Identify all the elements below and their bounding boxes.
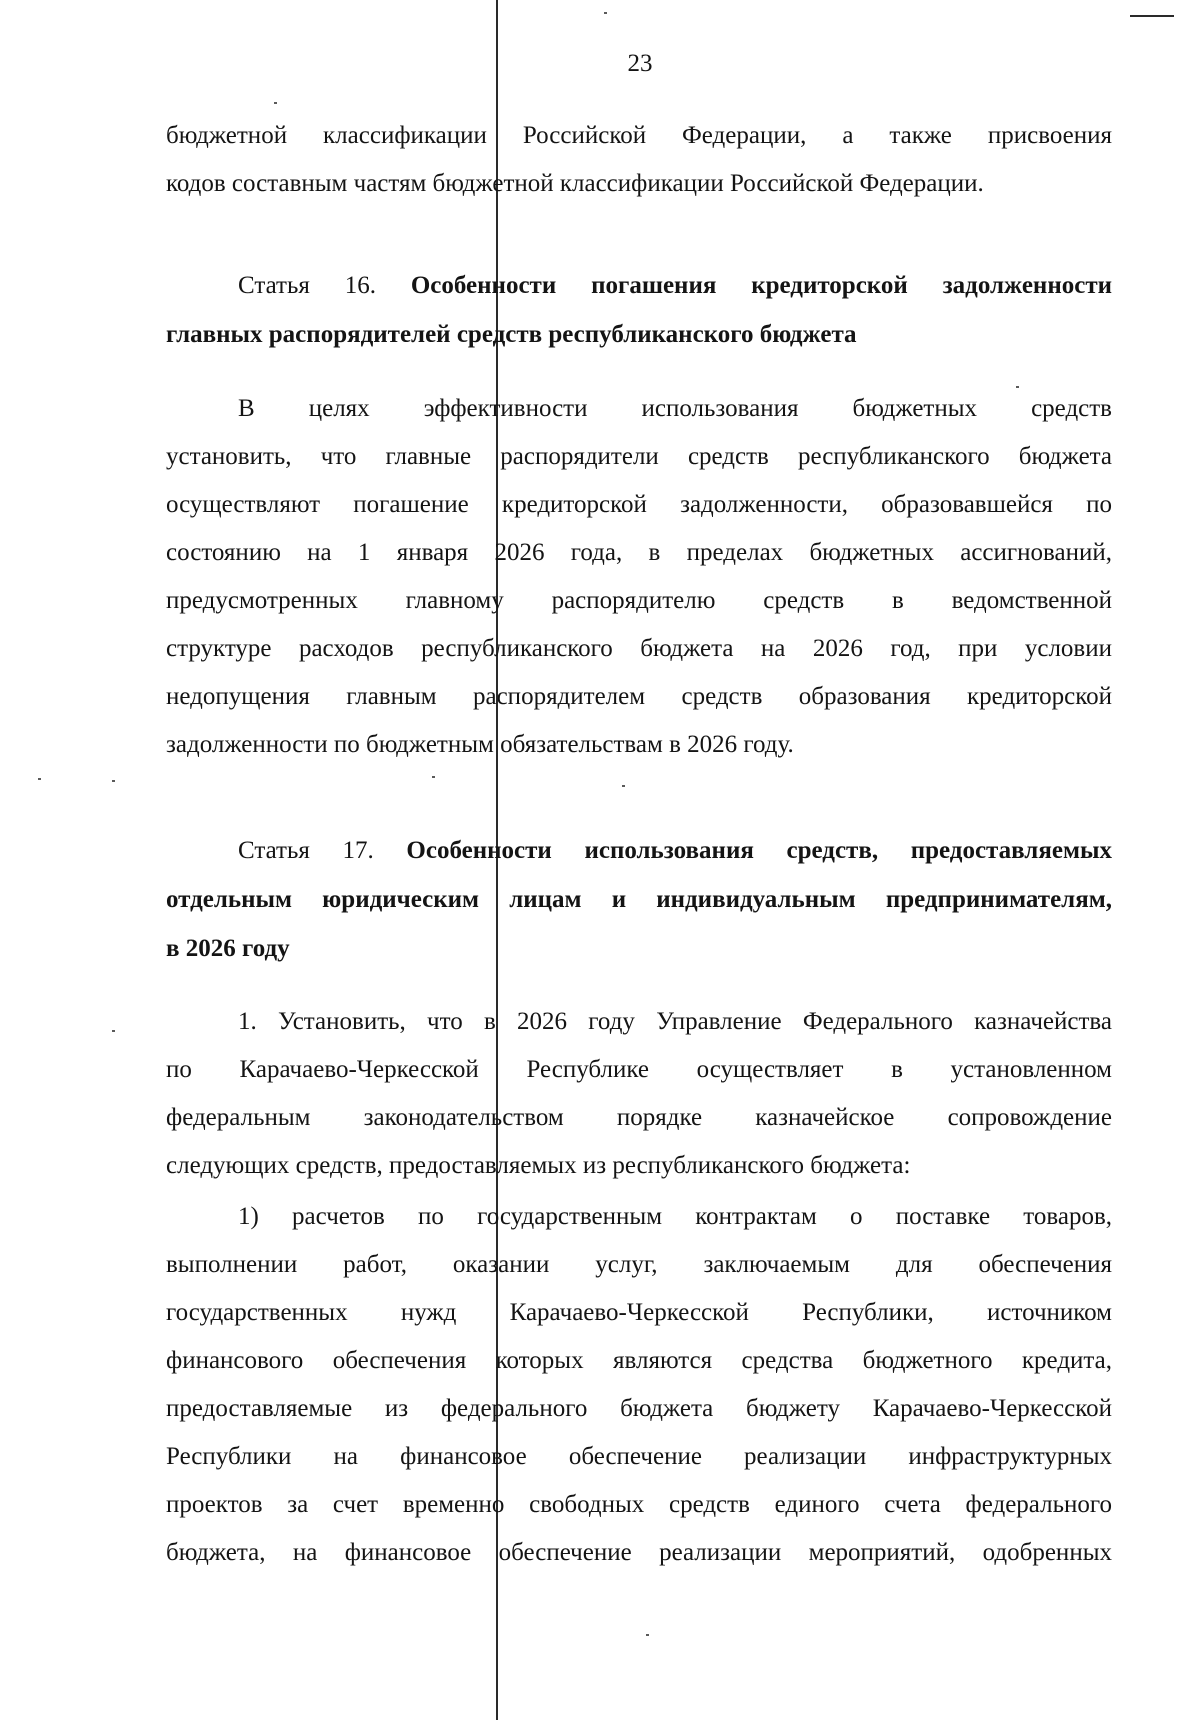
text-line: предусмотренных главному распорядителю средств в ведомственной bbox=[166, 587, 1112, 614]
text-line: В целях эффективности использования бюджетных средств bbox=[238, 395, 1112, 422]
intro-paragraph bbox=[166, 112, 1112, 208]
text-line: задолженности по бюджетным обязательствам в 2026 году. bbox=[166, 731, 794, 758]
text-line: бюджета, на финансовое обеспечение реализации мероприятий, одобренных bbox=[166, 1539, 1112, 1566]
text-line: установить, что главные распорядители средств республиканского бюджета bbox=[166, 443, 1112, 470]
article-heading-line bbox=[166, 826, 1112, 875]
text-line: кодов составным частям бюджетной классификации Российской Федерации. bbox=[166, 170, 984, 197]
text-line: государственных нужд Карачаево-Черкесской Республики, источником bbox=[166, 1299, 1112, 1326]
article-16-heading bbox=[166, 261, 1112, 359]
text-line: недопущения главным распорядителем средств образования кредиторской bbox=[166, 683, 1112, 710]
scan-speck bbox=[622, 785, 625, 787]
scan-speck bbox=[604, 12, 607, 14]
article-17-paragraph-1 bbox=[166, 998, 1112, 1190]
text-line: состоянию на 1 января 2026 года, в пределах бюджетных ассигнований, bbox=[166, 539, 1112, 566]
article-title: отдельным юридическим лицам и индивидуальным предпринимателям, bbox=[166, 886, 1112, 913]
page-number: 23 bbox=[627, 50, 653, 77]
article-heading-line bbox=[166, 261, 1112, 310]
article-number: Статья 16. bbox=[238, 272, 376, 299]
scan-speck bbox=[274, 102, 277, 104]
text-line: осуществляют погашение кредиторской задолженности, образовавшейся по bbox=[166, 491, 1112, 518]
article-17-item-1 bbox=[166, 1193, 1112, 1577]
text-line: предоставляемые из федерального бюджета бюджету Карачаево-Черкесской bbox=[166, 1395, 1112, 1422]
text-line: 1. Установить, что в 2026 году Управление Федерального казначейства bbox=[238, 1008, 1112, 1035]
scan-speck bbox=[38, 778, 41, 780]
text-line: проектов за счет временно свободных средств единого счета федерального bbox=[166, 1491, 1112, 1518]
scan-speck bbox=[112, 780, 115, 782]
article-number: Статья 17. bbox=[238, 837, 374, 864]
article-17-heading bbox=[166, 826, 1112, 973]
text-line: по Карачаево-Черкесской Республике осуществляет в установленном bbox=[166, 1056, 1112, 1083]
scan-speck bbox=[432, 776, 435, 778]
article-title: Особенности использования средств, предоставляемых bbox=[406, 837, 1112, 864]
text-line: выполнении работ, оказании услуг, заключаемым для обеспечения bbox=[166, 1251, 1112, 1278]
text-line: бюджетной классификации Российской Федерации, а также присвоения bbox=[166, 122, 1112, 149]
article-title: в 2026 году bbox=[166, 935, 290, 962]
text-line: Республики на финансовое обеспечение реализации инфраструктурных bbox=[166, 1443, 1112, 1470]
text-line: структуре расходов республиканского бюджета на 2026 год, при условии bbox=[166, 635, 1112, 662]
scan-speck bbox=[646, 1634, 649, 1636]
text-line: финансового обеспечения которых являются средства бюджетного кредита, bbox=[166, 1347, 1112, 1374]
text-line: федеральным законодательством порядке казначейское сопровождение bbox=[166, 1104, 1112, 1131]
text-line: следующих средств, предоставляемых из республиканского бюджета: bbox=[166, 1152, 911, 1179]
scan-corner-mark bbox=[1130, 15, 1174, 17]
article-title: Особенности погашения кредиторской задолженности bbox=[410, 272, 1113, 299]
article-16-body bbox=[166, 385, 1112, 769]
text-line: 1) расчетов по государственным контрактам о поставке товаров, bbox=[238, 1203, 1112, 1230]
article-title: главных распорядителей средств республиканского бюджета bbox=[166, 321, 857, 348]
scan-speck bbox=[112, 1030, 115, 1032]
